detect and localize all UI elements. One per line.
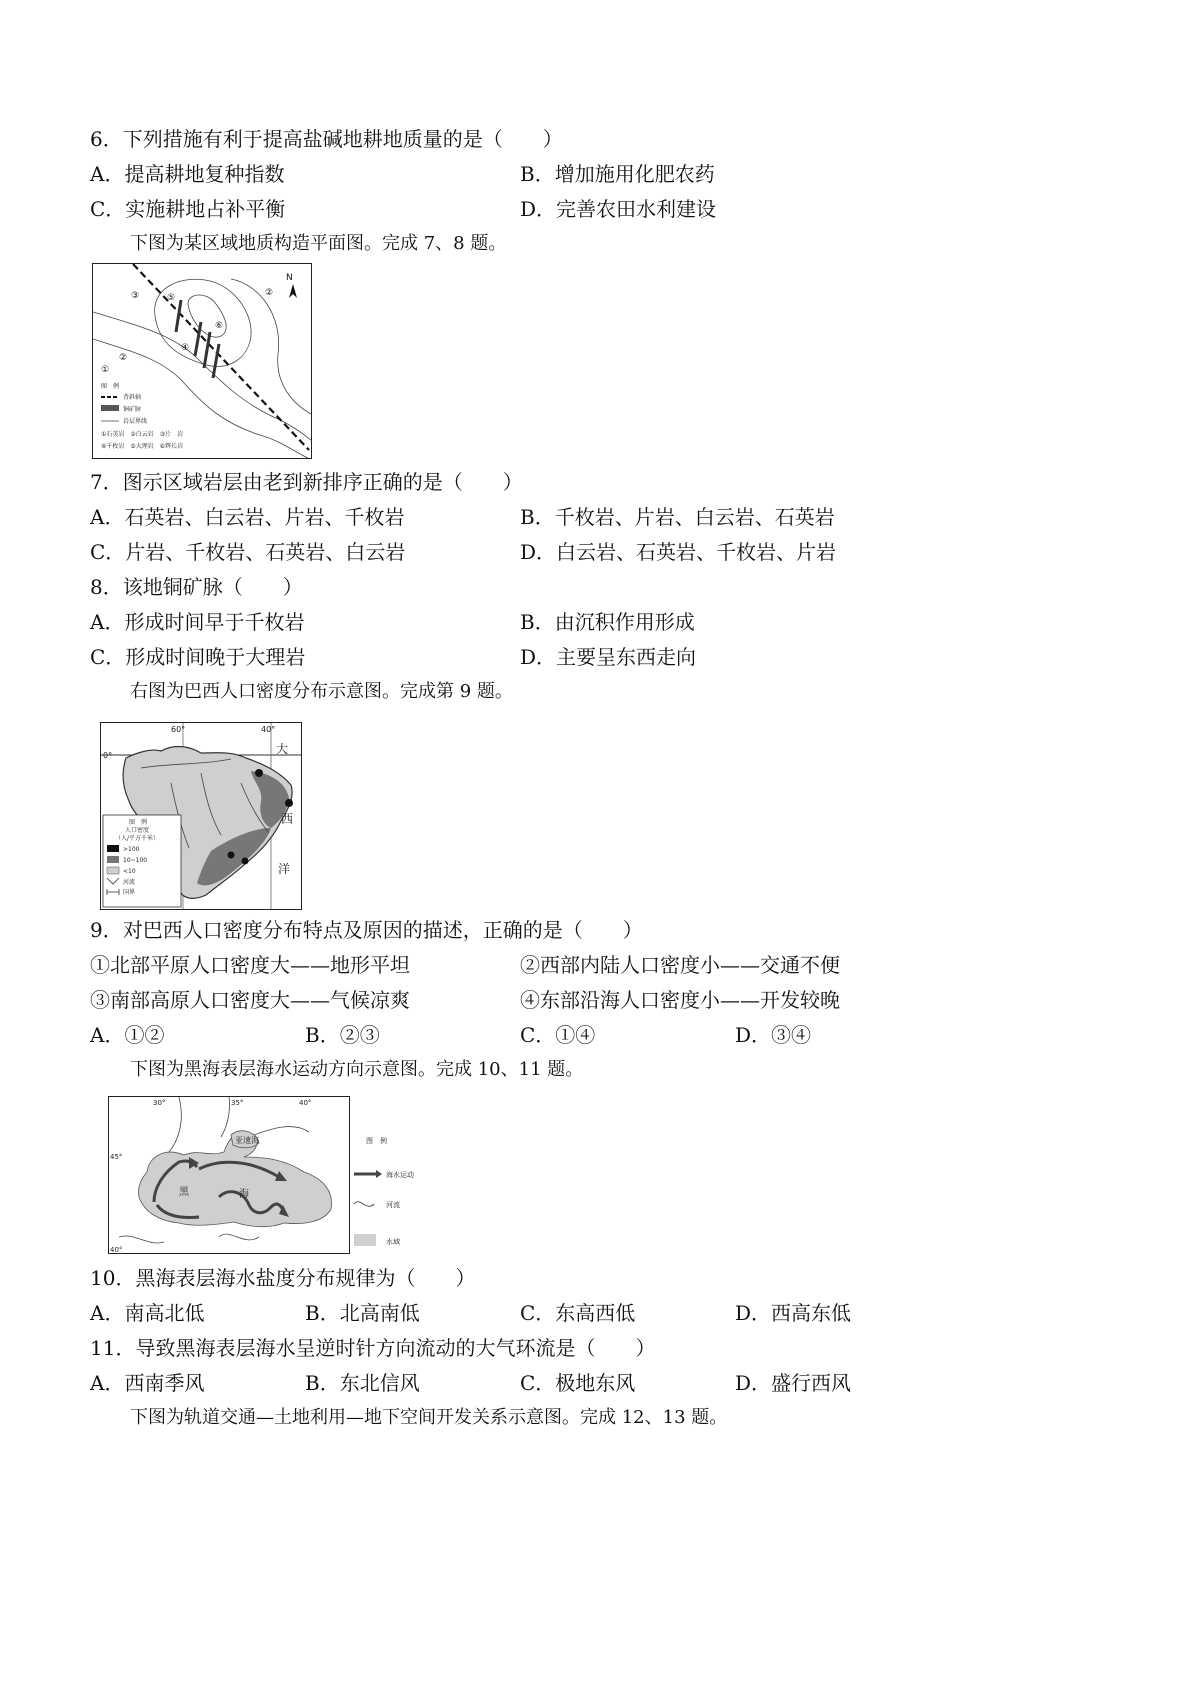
q9-stem: 9．对巴西人口密度分布特点及原因的描述，正确的是（ ） xyxy=(90,918,643,942)
q9-statement-2: ②西部内陆人口密度小——交通不便 xyxy=(520,953,840,977)
svg-text:水域: 水域 xyxy=(386,1238,400,1246)
svg-text:10~100: 10~100 xyxy=(123,857,148,864)
intro-7-8: 下图为某区域地质构造平面图。完成 7、8 题。 xyxy=(130,233,507,254)
svg-text:<10: <10 xyxy=(123,868,136,875)
q7-option-c[interactable]: C．片岩、千枚岩、石英岩、白云岩 xyxy=(90,540,406,564)
svg-text:背斜轴: 背斜轴 xyxy=(123,394,142,401)
q11-stem: 11．导致黑海表层海水呈逆时针方向流动的大气环流是（ ） xyxy=(90,1336,656,1360)
blacksea-map xyxy=(108,1096,350,1254)
q10-option-a[interactable]: A．南高北低 xyxy=(90,1301,205,1325)
copper-vein-1 xyxy=(176,300,181,332)
svg-text:河流: 河流 xyxy=(123,879,136,886)
q7-option-a[interactable]: A．石英岩、白云岩、片岩、千枚岩 xyxy=(90,505,405,529)
q11-option-c[interactable]: C．极地东风 xyxy=(520,1371,636,1395)
intro-9: 右图为巴西人口密度分布示意图。完成第 9 题。 xyxy=(130,681,513,702)
svg-text:铜矿脉: 铜矿脉 xyxy=(123,406,142,413)
north-arrow-icon xyxy=(289,284,297,298)
q7-stem: 7．图示区域岩层由老到新排序正确的是（ ） xyxy=(90,470,523,494)
blacksea-lat-45: 45° xyxy=(110,1153,123,1161)
geo-legend-title: 图 例 xyxy=(101,383,120,390)
svg-text:（人/平方千米）: （人/平方千米） xyxy=(115,835,160,842)
q9-option-a[interactable]: A．①② xyxy=(90,1023,165,1047)
svg-text:国界: 国界 xyxy=(123,889,136,896)
q6-option-c[interactable]: C．实施耕地占补平衡 xyxy=(90,197,286,221)
north-label: N xyxy=(286,273,293,283)
svg-text:⑤: ⑤ xyxy=(167,293,176,303)
svg-text:黑: 黑 xyxy=(179,1187,189,1198)
geology-map xyxy=(92,263,312,459)
svg-text:西: 西 xyxy=(281,812,294,826)
q8-stem: 8．该地铜矿脉（ ） xyxy=(90,575,303,599)
brazil-legend-title: 图 例 xyxy=(129,819,148,826)
q9-statement-4: ④东部沿海人口密度小——开发较晚 xyxy=(520,988,840,1012)
svg-text:河流: 河流 xyxy=(386,1201,400,1209)
svg-text:人口密度: 人口密度 xyxy=(125,827,150,834)
brazil-lon-40: 40° xyxy=(261,725,276,734)
q9-statement-3: ③南部高原人口密度大——气候凉爽 xyxy=(90,988,410,1012)
geo-zone-label: ③ xyxy=(131,291,140,301)
azov-label: 亚速海 xyxy=(235,1136,259,1145)
q8-option-a[interactable]: A．形成时间早于千枚岩 xyxy=(90,610,305,634)
svg-text:①石英岩 ②白云岩 ③片 岩: ①石英岩 ②白云岩 ③片 岩 xyxy=(101,431,184,438)
q7-option-d[interactable]: D．白云岩、石英岩、千枚岩、片岩 xyxy=(520,540,837,564)
q8-option-c[interactable]: C．形成时间晚于大理岩 xyxy=(90,645,306,669)
q9-statement-1: ①北部平原人口密度大——地形平坦 xyxy=(90,953,410,977)
svg-text:岩层界线: 岩层界线 xyxy=(123,418,148,425)
svg-text:④: ④ xyxy=(181,343,190,353)
svg-text:海: 海 xyxy=(239,1189,249,1200)
q10-option-b[interactable]: B．北高南低 xyxy=(305,1301,420,1325)
q11-option-b[interactable]: B．东北信风 xyxy=(305,1371,420,1395)
q8-option-d[interactable]: D．主要呈东西走向 xyxy=(520,645,697,669)
blacksea-lon-35: 35° xyxy=(231,1099,244,1107)
svg-text:②: ② xyxy=(119,353,128,363)
q6-option-b[interactable]: B．增加施用化肥农药 xyxy=(520,162,715,186)
blacksea-lon-30: 30° xyxy=(153,1099,166,1107)
blacksea-legend xyxy=(352,1134,422,1252)
brazil-lat-0: 0° xyxy=(103,751,113,760)
svg-text:海水运动: 海水运动 xyxy=(386,1171,414,1179)
svg-text:>100: >100 xyxy=(123,846,140,853)
brazil-lon-60: 60° xyxy=(171,725,186,734)
intro-10-11: 下图为黑海表层海水运动方向示意图。完成 10、11 题。 xyxy=(130,1059,584,1080)
svg-text:①: ① xyxy=(101,365,110,375)
brazil-map xyxy=(100,722,302,910)
q6-option-d[interactable]: D．完善农田水利建设 xyxy=(520,197,717,221)
svg-text:⑥: ⑥ xyxy=(215,321,224,331)
q6-option-a[interactable]: A．提高耕地复种指数 xyxy=(90,162,285,186)
q11-option-d[interactable]: D．盛行西风 xyxy=(735,1371,852,1395)
svg-text:大: 大 xyxy=(276,742,289,756)
q8-option-b[interactable]: B．由沉积作用形成 xyxy=(520,610,695,634)
q10-option-c[interactable]: C．东高西低 xyxy=(520,1301,636,1325)
q9-option-d[interactable]: D．③④ xyxy=(735,1023,812,1047)
q10-option-d[interactable]: D．西高东低 xyxy=(735,1301,852,1325)
q10-stem: 10．黑海表层海水盐度分布规律为（ ） xyxy=(90,1266,476,1290)
q6-stem: 6．下列措施有利于提高盐碱地耕地质量的是（ ） xyxy=(90,127,563,151)
blacksea-legend-title: 图 例 xyxy=(366,1137,387,1145)
q9-option-c[interactable]: C．①④ xyxy=(520,1023,596,1047)
svg-text:②: ② xyxy=(265,288,274,298)
svg-text:洋: 洋 xyxy=(278,862,291,876)
svg-text:④千枚岩 ⑤大理岩 ⑥辉长岩: ④千枚岩 ⑤大理岩 ⑥辉长岩 xyxy=(101,443,184,450)
intro-12-13: 下图为轨道交通—土地利用—地下空间开发关系示意图。完成 12、13 题。 xyxy=(130,1407,728,1428)
q7-option-b[interactable]: B．千枚岩、片岩、白云岩、石英岩 xyxy=(520,505,835,529)
q11-option-a[interactable]: A．西南季风 xyxy=(90,1371,205,1395)
blacksea-lat-40: 40° xyxy=(110,1246,123,1253)
q9-option-b[interactable]: B．②③ xyxy=(305,1023,380,1047)
blacksea-lon-40: 40° xyxy=(299,1099,312,1107)
